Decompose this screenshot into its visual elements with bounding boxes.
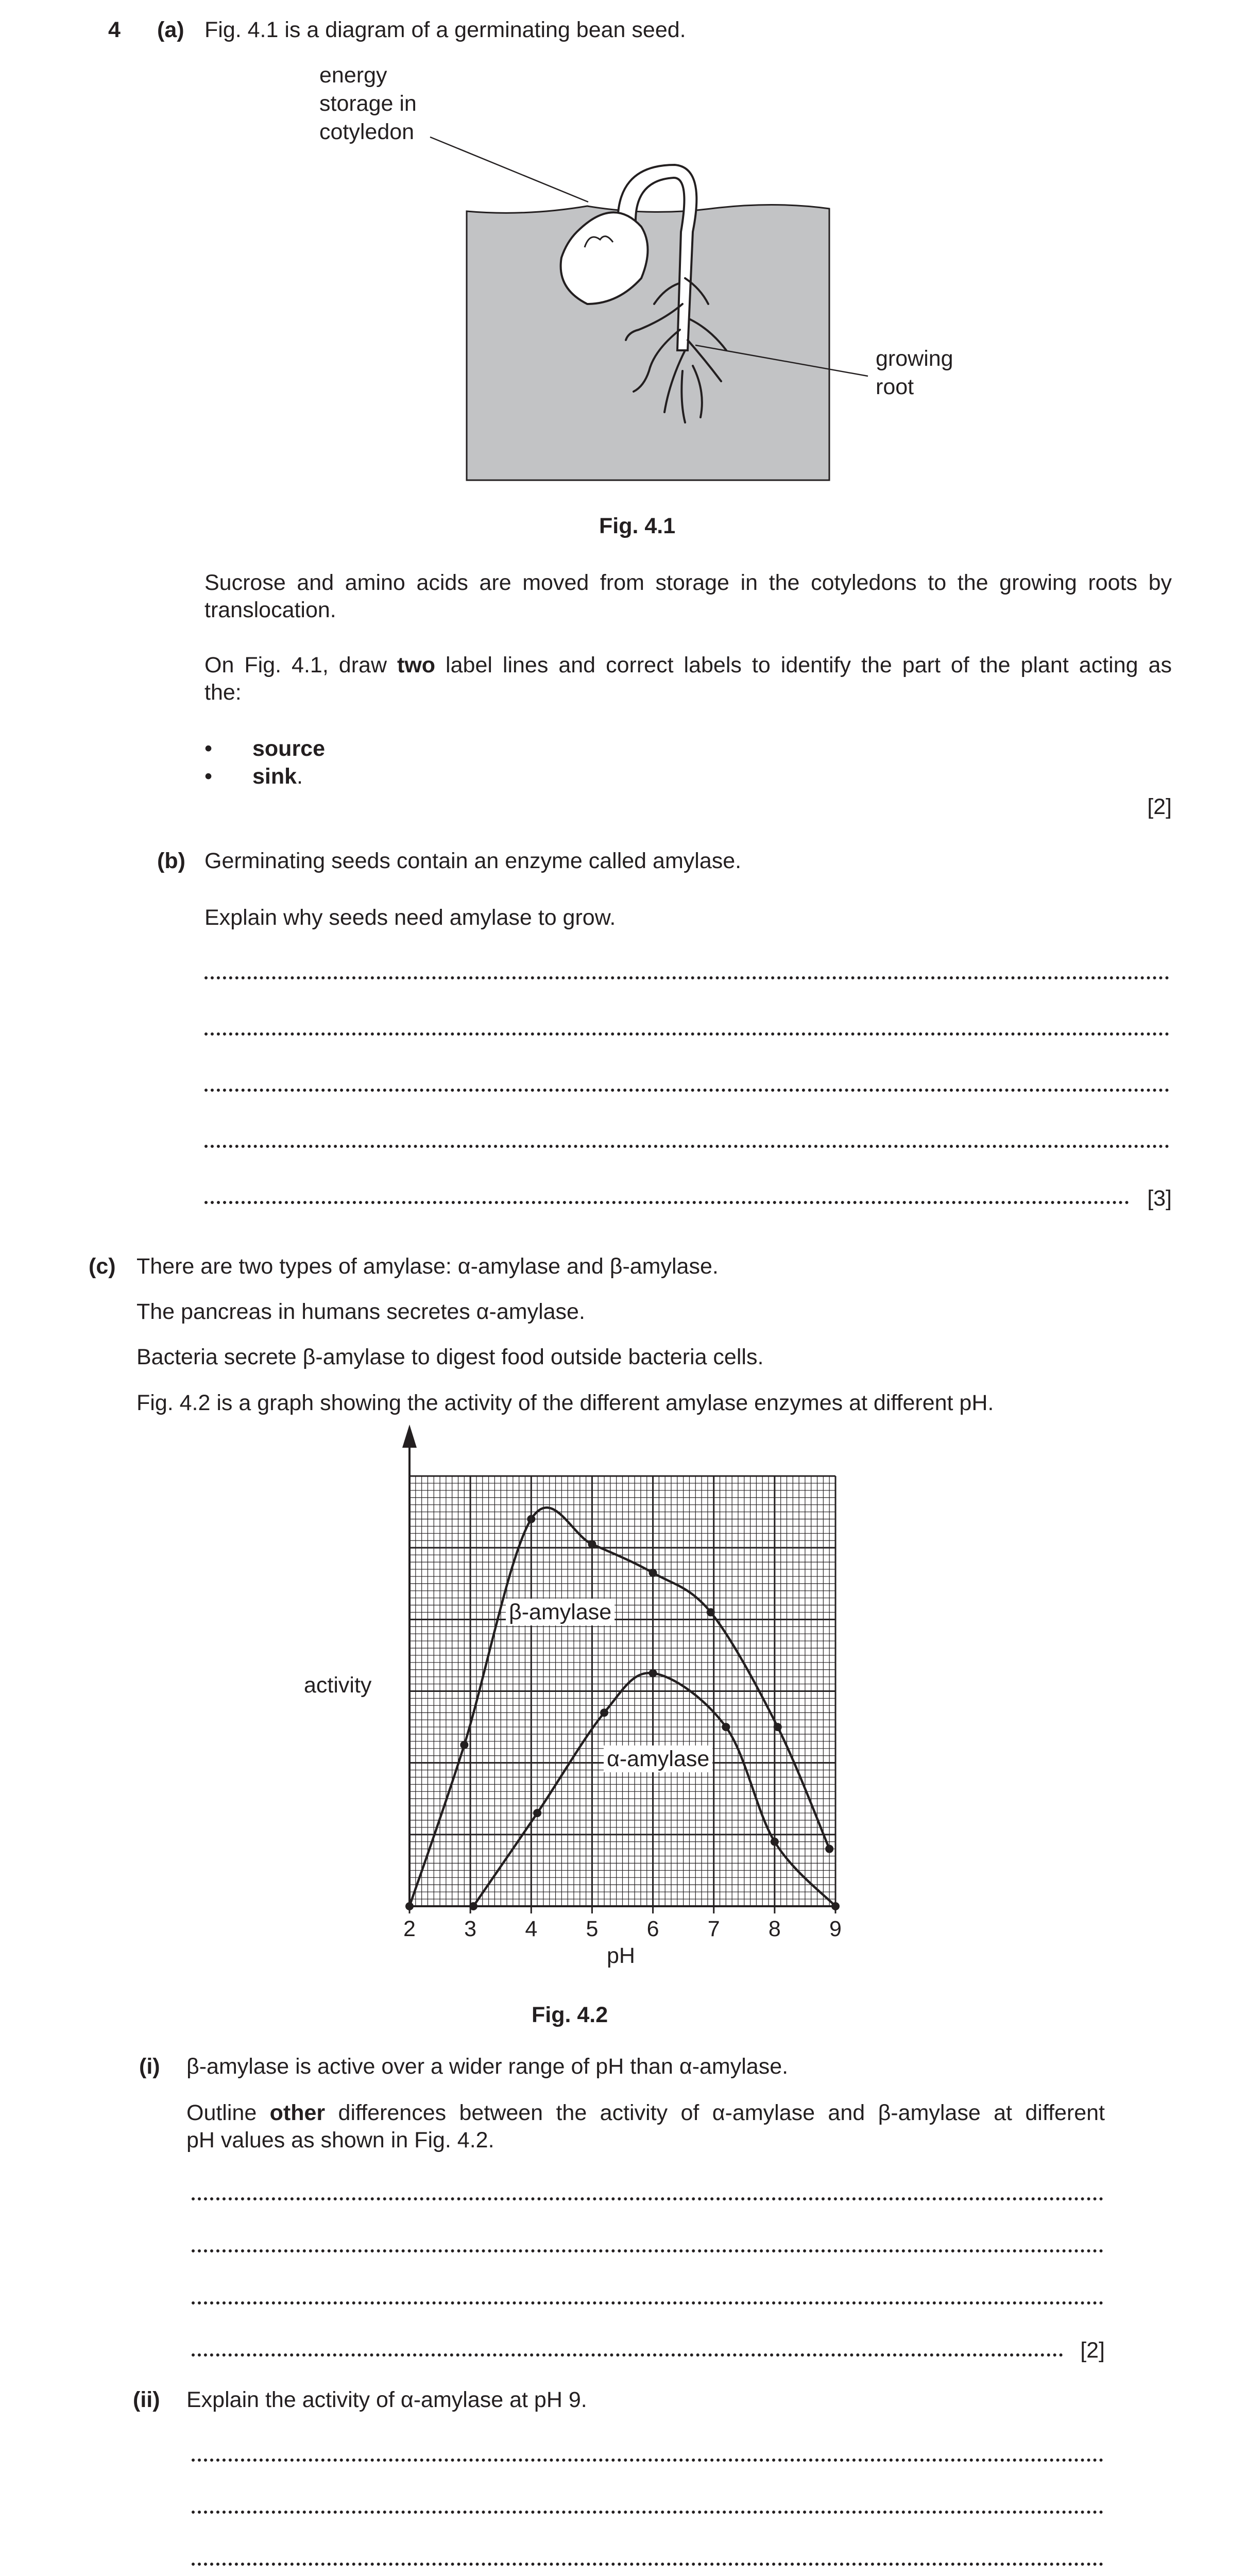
alpha-amylase-point	[831, 1902, 840, 1910]
part-c-line1: There are two types of amylase: α-amylase and β-amylase.	[136, 1254, 719, 1279]
alpha-amylase-point	[533, 1809, 541, 1817]
answer-line-i-2[interactable]	[192, 2249, 1103, 2252]
x-tick-label: 2	[403, 1917, 416, 1941]
beta-amylase-point	[649, 1569, 657, 1577]
sub-ii-line1: Explain the activity of α-amylase at pH 9.	[186, 2387, 587, 2412]
bean-seed-diagram	[258, 62, 979, 484]
part-a-label: (a)	[157, 18, 184, 42]
y-axis-label: activity	[304, 1673, 372, 1698]
x-tick-label: 8	[768, 1917, 781, 1941]
question-number: 4	[108, 18, 121, 42]
sub-i-label: (i)	[139, 2054, 160, 2079]
answer-line-b-4[interactable]	[204, 1145, 1169, 1148]
alpha-amylase-point	[600, 1708, 608, 1717]
part-a-para1-line1: Sucrose and amino acids are moved from storage in the cotyledons to the growing roots by	[204, 570, 1172, 595]
part-a-para1-line2: translocation.	[204, 598, 336, 622]
x-tick-label: 9	[829, 1917, 842, 1941]
bullet-sink: sink.	[252, 764, 303, 789]
label-storage-in: storage in	[319, 91, 417, 116]
beta-amylase-point	[405, 1902, 414, 1910]
bullet-2-marker: •	[204, 764, 213, 789]
answer-line-ii-2[interactable]	[192, 2511, 1103, 2514]
series-label-beta-amylase: β-amylase	[509, 1600, 612, 1624]
part-c-line4: Fig. 4.2 is a graph showing the activity of the different amylase enzymes at different pH.	[136, 1391, 994, 1415]
bullet-1-marker: •	[204, 736, 213, 761]
beta-amylase-curve	[409, 1507, 829, 1906]
beta-amylase-point	[588, 1540, 596, 1548]
part-b-line1: Germinating seeds contain an enzyme called amylase.	[204, 849, 742, 873]
chart-x-tick-labels	[403, 1906, 842, 1941]
sub-i-line3: pH values as shown in Fig. 4.2.	[186, 2128, 494, 2153]
part-c-label: (c)	[89, 1254, 116, 1279]
sub-i-line1: β-amylase is active over a wider range of pH than α-amylase.	[186, 2054, 789, 2079]
sub-i-line2: Outline other differences between the activity of α-amylase and β-amylase at different	[186, 2100, 1105, 2125]
fig-4-2-caption: Fig. 4.2	[532, 2003, 608, 2027]
cotyledon-leader-line	[430, 137, 588, 202]
alpha-amylase-point	[469, 1902, 477, 1910]
x-tick-label: 3	[464, 1917, 477, 1941]
part-b-label: (b)	[157, 849, 185, 873]
fig-4-1-caption: Fig. 4.1	[599, 514, 676, 538]
series-label-alpha-amylase: α-amylase	[607, 1747, 710, 1771]
x-tick-label: 5	[586, 1917, 599, 1941]
beta-amylase-point	[527, 1515, 535, 1523]
alpha-amylase-curve	[473, 1673, 835, 1906]
x-axis-label: pH	[607, 1943, 635, 1968]
answer-line-ii-1[interactable]	[192, 2459, 1103, 2462]
label-energy: energy	[319, 63, 387, 88]
x-tick-label: 4	[525, 1917, 538, 1941]
answer-line-b-3[interactable]	[204, 1089, 1169, 1092]
alpha-amylase-point	[722, 1723, 730, 1731]
amylase-activity-chart	[0, 1422, 1246, 1989]
beta-amylase-point	[460, 1741, 468, 1749]
answer-line-b-2[interactable]	[204, 1032, 1169, 1036]
label-cotyledon: cotyledon	[319, 120, 415, 144]
bullet-source: source	[252, 736, 326, 761]
part-a-intro: Fig. 4.1 is a diagram of a germinating bean seed.	[204, 18, 686, 42]
answer-line-b-1[interactable]	[204, 976, 1169, 979]
x-tick-label: 6	[646, 1917, 659, 1941]
sub-i-marks: [2]	[1080, 2338, 1105, 2363]
part-c-line3: Bacteria secrete β-amylase to digest food outside bacteria cells.	[136, 1345, 764, 1369]
part-a-para2-line2: the:	[204, 680, 242, 705]
part-b-line2: Explain why seeds need amylase to grow.	[204, 905, 616, 930]
answer-line-b-5[interactable]	[204, 1201, 1129, 1204]
label-growing: growing	[876, 346, 953, 371]
answer-line-i-1[interactable]	[192, 2197, 1103, 2200]
y-axis-arrow	[402, 1425, 417, 1448]
part-a-para2-line1: On Fig. 4.1, draw two label lines and correct labels to identify the part of the plant acting as	[204, 653, 1172, 677]
label-root: root	[876, 375, 914, 399]
part-a-marks: [2]	[1147, 794, 1172, 819]
beta-amylase-point	[774, 1723, 782, 1731]
sub-ii-label: (ii)	[133, 2387, 160, 2412]
beta-amylase-point	[825, 1845, 833, 1853]
part-c-line2: The pancreas in humans secretes α-amylase.	[136, 1299, 585, 1324]
part-b-marks: [3]	[1147, 1186, 1172, 1211]
alpha-amylase-point	[771, 1838, 779, 1846]
answer-line-i-4[interactable]	[192, 2353, 1063, 2357]
beta-amylase-point	[707, 1608, 715, 1616]
x-tick-label: 7	[707, 1917, 720, 1941]
answer-line-i-3[interactable]	[192, 2301, 1103, 2304]
alpha-amylase-point	[649, 1669, 657, 1677]
answer-line-ii-3[interactable]	[192, 2563, 1103, 2566]
